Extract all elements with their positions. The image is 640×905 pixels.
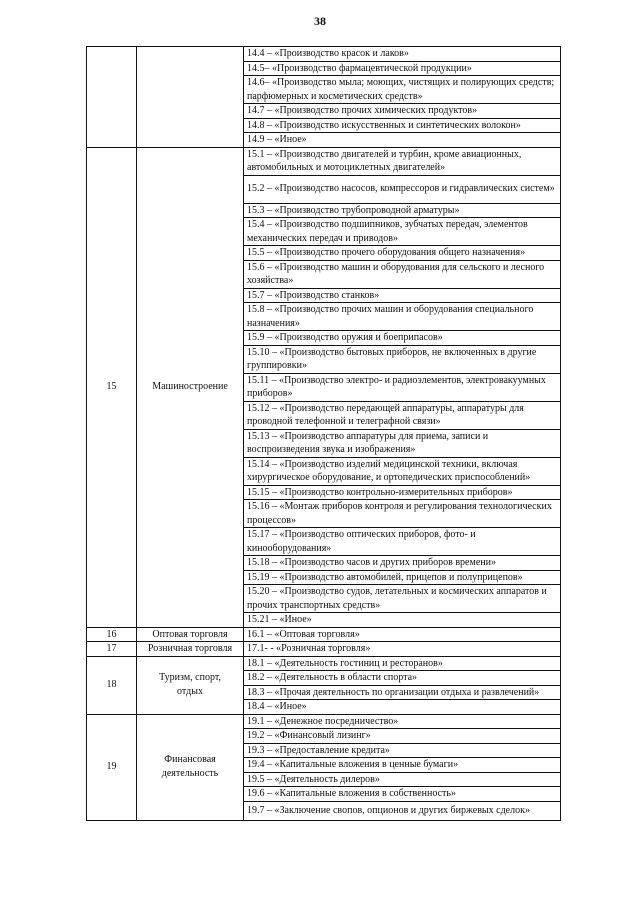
activity-item: 19.5 – «Деятельность дилеров»: [244, 772, 561, 787]
activity-item: 15.21 – «Иное»: [244, 613, 561, 628]
sector-name-line: деятельность: [161, 768, 219, 779]
row-number: 15: [87, 147, 137, 627]
activity-item: 19.3 – «Предоставление кредита»: [244, 743, 561, 758]
row-number: [87, 47, 137, 148]
row-number: 19: [87, 714, 137, 820]
table-row: [87, 714, 561, 729]
activity-item: 15.19 – «Производство автомобилей, прицепов и полуприцепов»: [244, 570, 561, 585]
activity-item: 14.8 – «Производство искусственных и синтетических волокон»: [244, 118, 561, 133]
activity-item: 15.20 – «Производство судов, летательных и космических аппаратов и прочих транспортных средств»: [244, 585, 561, 613]
sector-name-line: отдых: [177, 686, 203, 697]
table-row: [87, 656, 561, 671]
activity-item: 15.2 – «Производство насосов, компрессоров и гидравлических систем»: [244, 175, 561, 203]
row-number: 16: [87, 627, 137, 642]
activity-table: [86, 46, 561, 821]
sector-name: Оптовая торговля: [137, 627, 244, 642]
sector-name: Розничная торговля: [137, 642, 244, 657]
activity-item: 15.4 – «Производство подшипников, зубчатых передач, элементов механических передач и приводов»: [244, 218, 561, 246]
activity-item: 19.6 – «Капитальные вложения в собственность»: [244, 787, 561, 802]
activity-item: 15.14 – «Производство изделий медицинской техники, включая хирургическое оборудование, и ортопедических приспособлений»: [244, 457, 561, 485]
activity-item: 18.3 – «Прочая деятельность по организации отдыха и развлечений»: [244, 685, 561, 700]
activity-item: 15.7 – «Производство станков»: [244, 288, 561, 303]
activity-item: 15.18 – «Производство часов и других приборов времени»: [244, 556, 561, 571]
activity-item: 15.10 – «Производство бытовых приборов, не включенных в другие группировки»: [244, 345, 561, 373]
table-row: [87, 627, 561, 642]
page-number: 38: [314, 14, 326, 28]
activity-item: 15.1 – «Производство двигателей и турбин, кроме авиационных, автомобильных и мотоциклетных двигателей»: [244, 147, 561, 175]
table-row: [87, 147, 561, 175]
activity-item: 14.4 – «Производство красок и лаков»: [244, 47, 561, 62]
activity-item: 18.4 – «Иное»: [244, 700, 561, 715]
row-number: 17: [87, 642, 137, 657]
sector-name: [137, 656, 244, 714]
table-row: [87, 642, 561, 657]
activity-item: 16.1 – «Оптовая торговля»: [244, 627, 561, 642]
activity-item: 15.17 – «Производство оптических приборов, фото- и кинооборудования»: [244, 528, 561, 556]
activity-item: 15.16 – «Монтаж приборов контроля и регулирования технологических процессов»: [244, 500, 561, 528]
activity-item: 15.15 – «Производство контрольно-измерительных приборов»: [244, 485, 561, 500]
activity-item: 19.1 – «Денежное посредничество»: [244, 714, 561, 729]
activity-item: 19.4 – «Капитальные вложения в ценные бумаги»: [244, 758, 561, 773]
activity-item: 14.9 – «Иное»: [244, 133, 561, 148]
row-number: 18: [87, 656, 137, 714]
activity-item: 15.13 – «Производство аппаратуры для приема, записи и воспроизведения звука и изображения»: [244, 429, 561, 457]
activity-item: 15.8 – «Производство прочих машин и оборудования специального назначения»: [244, 303, 561, 331]
sector-name-line: Туризм, спорт,: [159, 672, 221, 683]
activity-item: 18.1 – «Деятельность гостиниц и ресторанов»: [244, 656, 561, 671]
sector-name: [137, 47, 244, 148]
table-body: [87, 47, 561, 821]
activity-item: 15.12 – «Производство передающей аппаратуры, аппаратуры для проводной телефонной и телеграфной связи»: [244, 401, 561, 429]
activity-item: 19.2 – «Финансовый лизинг»: [244, 729, 561, 744]
activity-item: 15.9 – «Производство оружия и боеприпасов»: [244, 331, 561, 346]
table-row: [87, 47, 561, 62]
activity-item: 15.6 – «Производство машин и оборудования для сельского и лесного хозяйства»: [244, 260, 561, 288]
sector-name: [137, 714, 244, 820]
activity-item: 18.2 – «Деятельность в области спорта»: [244, 671, 561, 686]
activity-item: 15.3 – «Производство трубопроводной арматуры»: [244, 203, 561, 218]
activity-item: 14.7 – «Производство прочих химических продуктов»: [244, 104, 561, 119]
sector-name-line: Финансовая: [164, 754, 216, 765]
activity-item: 19.7 – «Заключение свопов, опционов и других биржевых сделок»: [244, 801, 561, 820]
activity-item: 15.5 – «Производство прочего оборудования общего назначения»: [244, 246, 561, 261]
activity-item: 15.11 – «Производство электро- и радиоэлементов, электровакуумных приборов»: [244, 373, 561, 401]
activity-item: 14.5– «Производство фармацевтической продукции»: [244, 61, 561, 76]
activity-item: 17.1- - «Розничная торговля»: [244, 642, 561, 657]
activity-item: 14.6– «Производство мыла; моющих, чистящих и полирующих средств; парфюмерных и косметических средств»: [244, 76, 561, 104]
sector-name: Машиностроение: [137, 147, 244, 627]
